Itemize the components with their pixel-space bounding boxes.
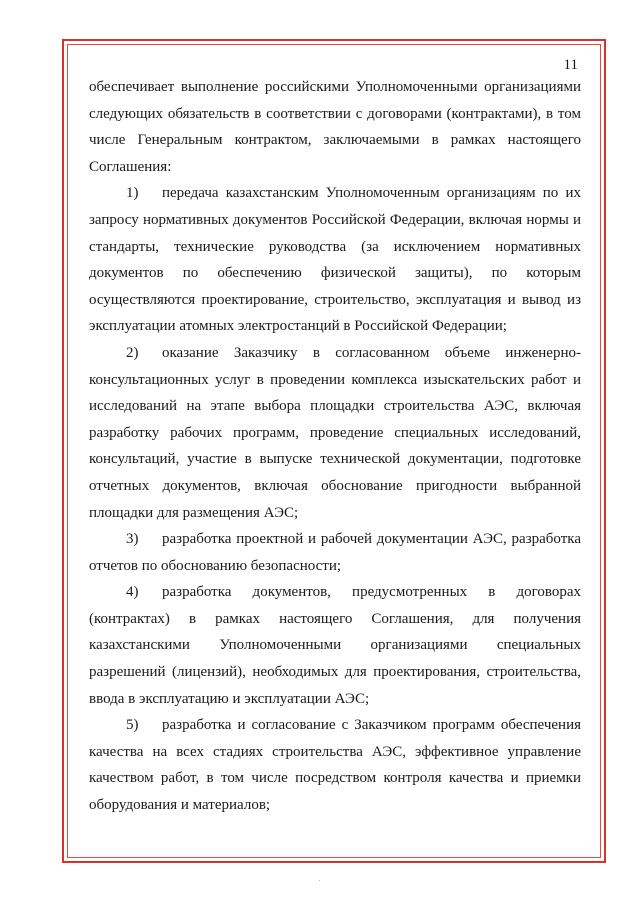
list-item-2 [89, 340, 581, 526]
document-body [89, 74, 581, 819]
list-item-5 [89, 712, 581, 818]
list-item-4 [89, 579, 581, 712]
list-item-text: разработка документов, предусмотренных в договорах (контрактах) в рамках настоящего Соглашения, для получения казахстанскими Уполномоченными организациями специальных разрешений (лицензий), необходимых для проектирования, строительства, ввода в эксплуатацию и эксплуатации АЭС; [89, 584, 581, 707]
list-item-number: 4) [126, 584, 139, 601]
list-item-3 [89, 526, 581, 579]
list-item-text: разработка и согласование с Заказчиком программ обеспечения качества на всех стадиях строительства АЭС, эффективное управление качеством работ, в том числе посредством контроля качества и приемки оборудования и материалов; [89, 717, 581, 814]
list-item-text: передача казахстанским Уполномоченным организациям по их запросу нормативных документов Российской Федерации, включая нормы и стандарты, технические руководства (за исключением нормативных документов по обеспечению физической защиты), по которым осуществляются проектирование, строительство, эксплуатация и вывод из эксплуатации атомных электростанций в Российской Федерации; [89, 185, 581, 335]
page-number: 11 [563, 57, 578, 73]
list-item-number: 2) [126, 344, 139, 361]
list-item-1 [89, 180, 581, 340]
list-item-number: 1) [126, 185, 139, 202]
list-item-text: разработка проектной и рабочей документации АЭС, разработка отчетов по обоснованию безопасности; [89, 531, 581, 574]
list-item-number: 3) [126, 531, 139, 548]
list-item-number: 5) [126, 717, 139, 734]
list-item-text: оказание Заказчику в согласованном объеме инженерно-консультационных услуг в проведении комплекса изыскательских работ и исследований на этапе выбора площадки строительства АЭС, включая разработку рабочих программ, проведение специальных исследований, консультаций, участие в выпуске технической документации, подготовке отчетных документов, включая обоснование пригодности выбранной площадки для размещения АЭС; [89, 344, 581, 521]
scan-speck [319, 880, 320, 881]
intro-paragraph: обеспечивает выполнение российскими Уполномоченными организациями следующих обязательств в соответствии с договорами (контрактами), в том числе Генеральным контрактом, заключаемыми в рамках настоящего Соглашения: [89, 79, 581, 175]
